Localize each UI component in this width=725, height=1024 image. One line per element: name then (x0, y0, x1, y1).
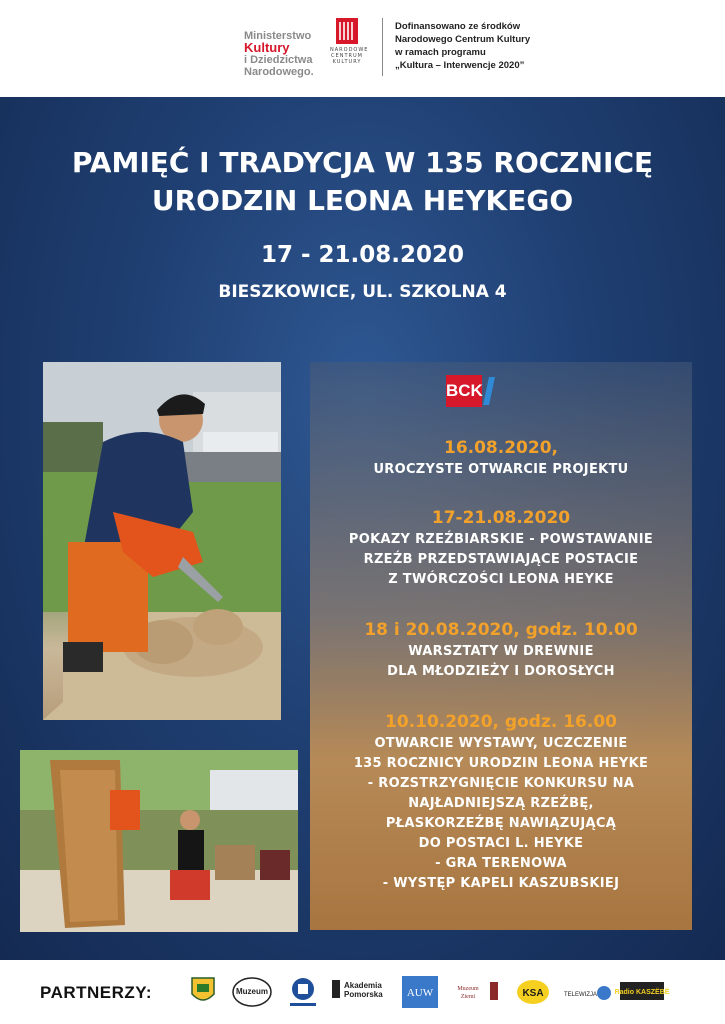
partner-logo-akademia (332, 976, 392, 1008)
svg-text:Radio KASZËBË: Radio KASZËBË (614, 989, 670, 996)
workshop-carving-photo (20, 750, 298, 932)
nck-emblem-icon (336, 18, 358, 44)
bck-logo: BCK (446, 375, 536, 409)
event-desc-line: - ROZSTRZYGNIĘCIE KONKURSU NA (367, 776, 635, 791)
event-location: BIESZKOWICE, UL. SZKOLNA 4 (218, 282, 507, 302)
partner-logo-auw (402, 976, 438, 1008)
event-date: 16.08.2020, (443, 438, 558, 458)
partner-logo-ug (288, 976, 318, 1008)
partner-logo-muzeum-ziemi (448, 976, 500, 1008)
event-desc-line: RZEŹB PRZEDSTAWIAJĄCE POSTACIE (363, 552, 639, 567)
event-item (310, 710, 692, 894)
event-desc-line: - WYSTĘP KAPELI KASZUBSKIEJ (382, 876, 620, 891)
partner-logo-gmina (190, 976, 216, 1008)
nck-logo: NARODOWE CENTRUM KULTURY (330, 18, 364, 74)
event-desc-line: PŁASKORZEŹBĘ NAWIĄZUJĄCĄ (385, 816, 617, 831)
event-item (310, 506, 692, 590)
event-dates: 17 - 21.08.2020 (260, 242, 465, 268)
event-date: 17-21.08.2020 (431, 508, 571, 528)
event-item (310, 618, 692, 682)
event-desc-line: OTWARCIE WYSTAWY, UCZCZENIE (374, 736, 628, 751)
event-desc-line: UROCZYSTE OTWARCIE PROJEKTU (373, 462, 629, 477)
svg-text:TELEWIZJA: TELEWIZJA (564, 992, 598, 998)
event-desc-line: Z TWÓRCZOŚCI LEONA HEYKE (388, 572, 614, 587)
svg-text:Ziemi: Ziemi (460, 994, 476, 1000)
svg-text:Akademia: Akademia (344, 981, 382, 990)
partner-logo-muzeum (232, 976, 272, 1008)
event-desc-line: 135 ROCZNICY URODZIN LEONA HEYKE (353, 756, 649, 771)
partner-logo-radio-kaszebe (614, 976, 670, 1008)
ministry-logo: Ministerstwo Kultury i Dziedzictwa Narodowego. (244, 30, 314, 78)
poster-title: PAMIĘĆ I TRADYCJA W 135 ROCZNICĘ URODZIN LEONA HEYKEGO (71, 146, 654, 217)
partners-label: PARTNERZY: (40, 983, 153, 1002)
event-date: 18 i 20.08.2020, godz. 10.00 (364, 620, 638, 640)
svg-text:KSA: KSA (522, 988, 544, 999)
event-desc-line: - GRA TERENOWA (435, 856, 567, 871)
event-desc-line: DO POSTACI L. HEYKE (418, 836, 584, 851)
svg-text:Muzeum: Muzeum (457, 986, 479, 992)
event-item (310, 436, 692, 480)
header-divider (382, 18, 383, 76)
event-desc-line: POKAZY RZEŹBIARSKIE - POWSTAWANIE (348, 532, 654, 547)
event-date: 10.10.2020, godz. 16.00 (385, 712, 617, 732)
event-desc-line: WARSZTATY W DREWNIE (408, 644, 594, 659)
svg-text:Pomorska: Pomorska (344, 990, 383, 999)
partner-logo-ksa (516, 976, 550, 1008)
partner-logo-ttm (562, 976, 612, 1008)
funding-note: Dofinansowano ze środków Narodowego Centrum Kultury w ramach programu „Kultura – Interwencje 2020” (395, 21, 531, 71)
event-desc-line: NAJŁADNIEJSZĄ RZEŹBĘ, (408, 796, 594, 811)
bck-bar-icon (483, 377, 495, 405)
chainsaw-carver-photo (43, 362, 281, 720)
svg-text:AUW: AUW (406, 987, 434, 999)
event-desc-line: DLA MŁODZIEŻY I DOROSŁYCH (387, 664, 615, 679)
svg-text:Muzeum: Muzeum (236, 987, 268, 996)
